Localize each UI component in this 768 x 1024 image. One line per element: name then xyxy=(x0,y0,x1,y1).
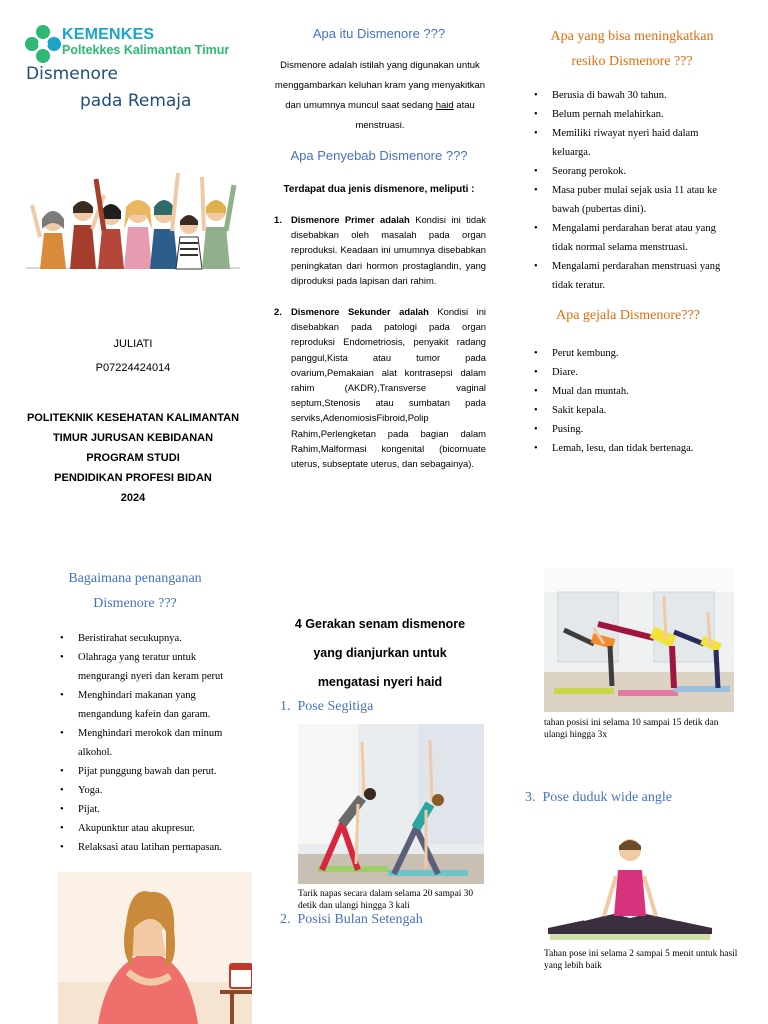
exercise-heading-line1: 4 Gerakan senam dismenore xyxy=(294,617,466,631)
logo-brand: KEMENKES xyxy=(62,26,155,43)
definition-underlined-word: haid xyxy=(435,100,454,111)
symptoms-heading: Apa gejala Dismenore??? xyxy=(556,308,700,323)
pose-number: 2. xyxy=(280,912,291,927)
pose-2-caption: tahan posisi ini selama 10 sampai 15 detik dan ulangi hingga 3x xyxy=(544,718,719,740)
pose-name: Posisi Bulan Setengah xyxy=(297,912,423,927)
cover-title-line1: Dismenore xyxy=(26,64,118,84)
risk-list xyxy=(534,86,734,295)
cover-title-line2: pada Remaja xyxy=(80,91,192,111)
list-item: • Perut kembung. xyxy=(534,344,734,363)
treatment-heading-line1: Bagaimana penanganan xyxy=(68,571,202,586)
list-item: • Mengalami perdarahan menstruasi yang tidak teratur. xyxy=(534,257,734,295)
causes-item-1 xyxy=(274,212,486,288)
list-item: • Diare. xyxy=(534,363,734,382)
causes-item-text: Kondisi ini tidak disebabkan oleh masalah pada organ reproduksi. Keadaan ini umumnya disebabkan peningkatan dari hormon prostaglandin, yang diproduksi pada lapisan dari rahim. xyxy=(291,214,486,286)
institution-line: PENDIDIKAN PROFESI BIDAN xyxy=(54,472,212,484)
list-item: • Mengalami perdarahan berat atau yang tidak normal selama menstruasi. xyxy=(534,219,734,257)
risk-heading xyxy=(528,24,736,74)
treatment-heading-line2: Dismenore ??? xyxy=(93,596,177,611)
exercise-heading-line2: yang dianjurkan untuk xyxy=(313,646,447,660)
list-item: • Memiliki riwayat nyeri haid dalam keluarga. xyxy=(534,124,734,162)
pose-number: 3. xyxy=(525,790,536,805)
list-item: • Olahraga yang teratur untuk mengurangi nyeri dan keram perut xyxy=(60,648,240,686)
pose-2-title xyxy=(280,912,423,928)
causes-item-title: Dismenore Sekunder adalah xyxy=(291,306,429,317)
list-item: • Mual dan muntah. xyxy=(534,382,734,401)
list-item: • Menghindari merokok dan minum alkohol. xyxy=(60,724,240,762)
list-item: • Beristirahat secukupnya. xyxy=(60,629,240,648)
list-item: • Relaksasi atau latihan pernapasan. xyxy=(60,838,240,857)
institution-block xyxy=(26,408,240,508)
list-item: • Berusia di bawah 30 tahun. xyxy=(534,86,734,105)
pose-3-title xyxy=(525,790,672,806)
logo-subtitle: Poltekkes Kalimantan Timur xyxy=(62,43,230,57)
logo xyxy=(24,24,244,66)
pose-number: 1. xyxy=(280,699,291,714)
wide-angle-pose-photo xyxy=(544,816,716,944)
list-item: • Yoga. xyxy=(60,781,240,800)
list-item: • Menghindari makanan yang mengandung kafein dan garam. xyxy=(60,686,240,724)
definition-text-a: Dismenore adalah istilah yang digunakan untuk menggambarkan keluhan kram yang menyakitkan dan umumnya muncul saat sedang xyxy=(274,60,486,111)
institution-line: TIMUR JURUSAN KEBIDANAN xyxy=(52,432,214,444)
list-item: • Sakit kepala. xyxy=(534,401,734,420)
author-id: P07224424014 xyxy=(95,362,171,374)
list-item: • Pijat punggung bawah dan perut. xyxy=(60,762,240,781)
pose-1-caption: Tarik napas secara dalam selama 20 sampai 30 detik dan ulangi hingga 3 kali xyxy=(298,889,474,911)
symptoms-list xyxy=(534,344,734,458)
institution-year: 2024 xyxy=(120,492,146,504)
list-item: • Belum pernah melahirkan. xyxy=(534,105,734,124)
causes-intro: Terdapat dua jenis dismenore, meliputi : xyxy=(283,184,475,195)
list-item: • Pusing. xyxy=(534,420,734,439)
list-item: • Seorang perokok. xyxy=(534,162,734,181)
list-item: • Masa puber mulai sejak usia 11 atau ke bawah (pubertas dini). xyxy=(534,181,734,219)
causes-item-num: 2. xyxy=(274,306,282,317)
definition-text-b: atau menstruasi. xyxy=(355,100,475,131)
treatment-heading xyxy=(40,566,230,616)
institution-line: PROGRAM STUDI xyxy=(86,452,180,464)
teenagers-illustration xyxy=(26,145,240,275)
causes-item-title: Dismenore Primer adalah xyxy=(291,214,410,225)
half-moon-pose-photo xyxy=(544,568,734,712)
pose-3-caption: Tahan pose ini selama 2 sampai 5 menit untuk hasil yang lebih baik xyxy=(544,949,738,971)
pose-name: Pose Segitiga xyxy=(297,699,374,714)
risk-heading-line2: resiko Dismenore ??? xyxy=(571,54,693,69)
causes-item-2 xyxy=(274,304,486,471)
author-name: JULIATI xyxy=(113,338,153,350)
definition-heading: Apa itu Dismenore ??? xyxy=(312,26,446,41)
triangle-pose-photo xyxy=(298,724,484,884)
treatment-list xyxy=(60,629,240,857)
list-item: • Lemah, lesu, dan tidak bertenaga. xyxy=(534,439,734,458)
exercise-heading-line3: mengatasi nyeri haid xyxy=(317,675,443,689)
pose-1-title xyxy=(280,699,373,715)
institution-line: POLITEKNIK KESEHATAN KALIMANTAN xyxy=(26,412,240,424)
causes-item-num: 1. xyxy=(274,214,282,225)
exercise-heading xyxy=(270,610,490,697)
list-item: • Akupunktur atau akupresur. xyxy=(60,819,240,838)
pose-name: Pose duduk wide angle xyxy=(542,790,672,805)
definition-text xyxy=(270,56,490,136)
causes-heading: Apa Penyebab Dismenore ??? xyxy=(290,148,468,163)
causes-item-text: Kondisi ini disebabkan pada patologi pada organ reproduksi Endometriosis, penyakit radang panggul,Kista atau tumor pada ovarium,Pemakaian alat kontrasepsi dalam rahim (AKDR),Transverse vaginal septum,Stenosis atau sumbatan pada serviks,AdenomiosisFibroid,Polip Rahim,Perlengketan pada bagian dalam Rahim,Malformasi kongenital (bicornuate uterus, subseptate uterus, dan sebagainya). xyxy=(291,306,486,470)
list-item: • Pijat. xyxy=(60,800,240,819)
cramp-illustration xyxy=(58,872,252,1024)
kemenkes-logo-icon xyxy=(24,24,62,64)
risk-heading-line1: Apa yang bisa meningkatkan xyxy=(550,29,714,44)
